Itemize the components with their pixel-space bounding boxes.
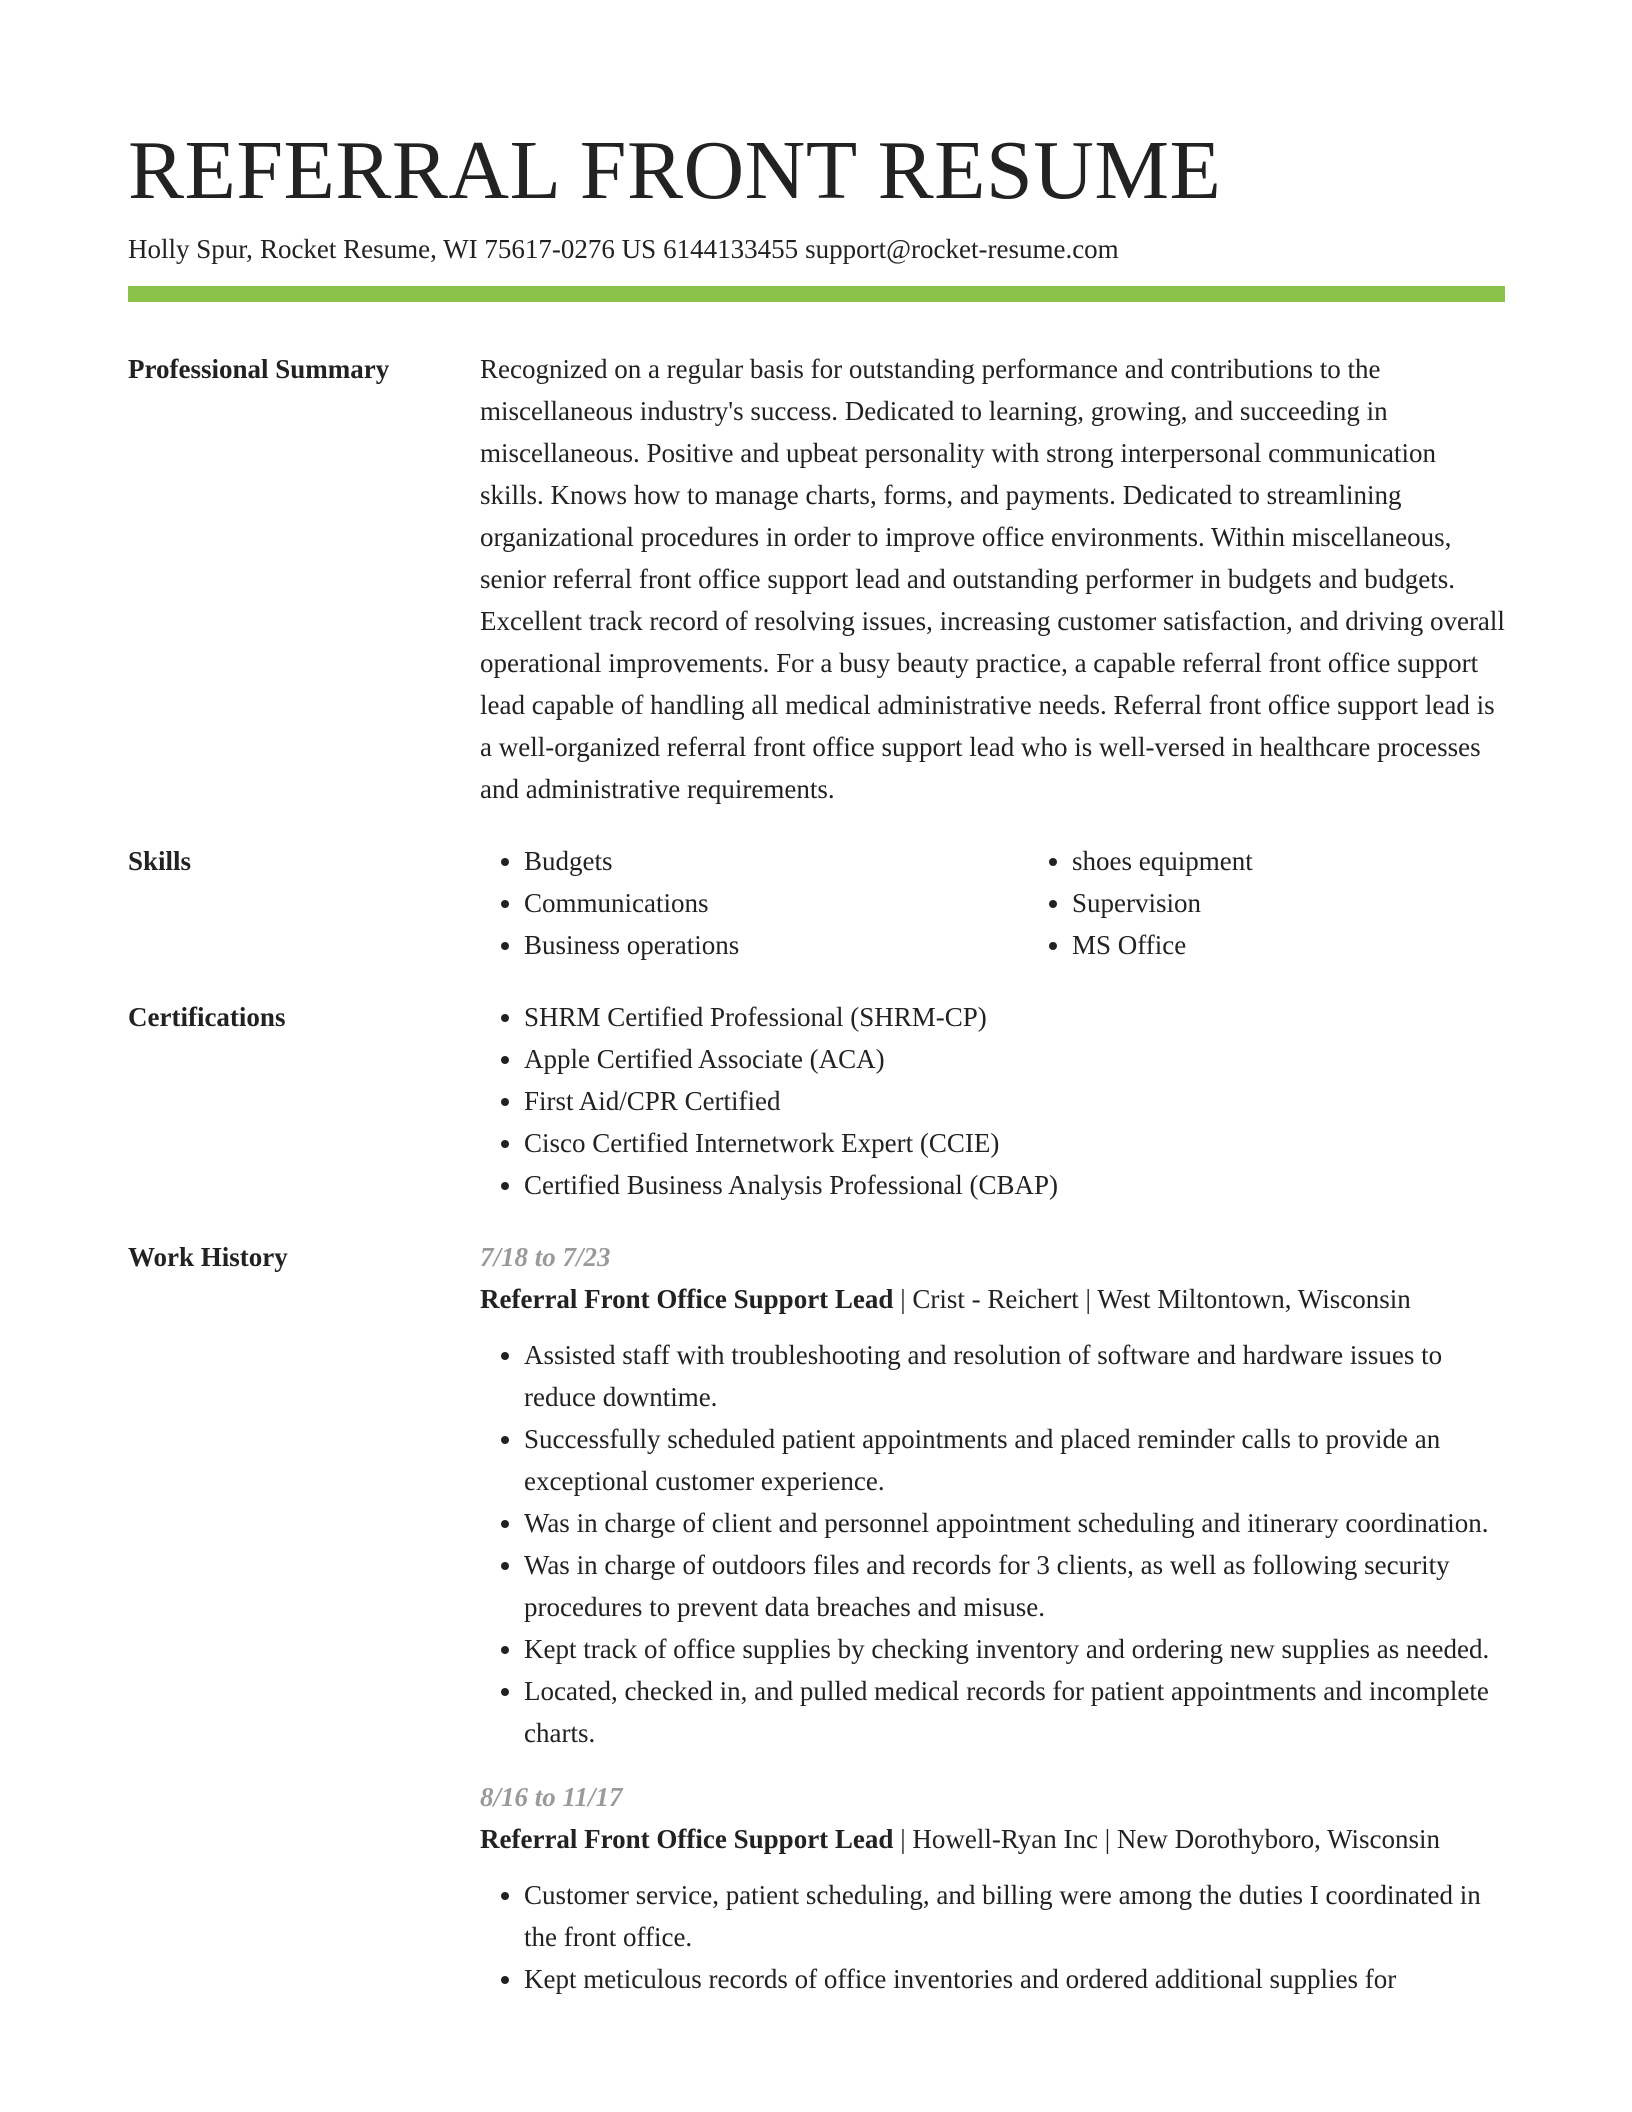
resume-sections bbox=[128, 348, 1505, 2052]
skills-list-left bbox=[480, 840, 984, 966]
contact-name: Holly Spur, bbox=[128, 234, 253, 264]
job-bullets bbox=[480, 1334, 1505, 1754]
job-title: Referral Front Office Support Lead bbox=[480, 1284, 894, 1314]
section-heading: Professional Summary bbox=[128, 354, 390, 384]
job-title-line bbox=[480, 1818, 1505, 1860]
certifications-body bbox=[480, 996, 1505, 1206]
job-bullet: • Located, checked in, and pulled medical records for patient appointments and incomplete charts. bbox=[524, 1670, 1505, 1754]
section-heading: Work History bbox=[128, 1242, 288, 1272]
skill-item: • shoes equipment bbox=[1072, 840, 1505, 882]
certifications-list bbox=[480, 996, 1505, 1206]
job-bullet: • Kept meticulous records of office inventories and ordered additional supplies for bbox=[524, 1958, 1505, 2000]
skill-item: • Business operations bbox=[524, 924, 984, 966]
skills-body bbox=[480, 840, 1505, 966]
certification-item: • SHRM Certified Professional (SHRM-CP) bbox=[524, 996, 1505, 1038]
work-history-section bbox=[128, 1236, 1505, 2022]
header-divider bbox=[128, 286, 1505, 302]
summary-text: Recognized on a regular basis for outstanding performance and contributions to the miscellaneous industry's success. Dedicated to learning, growing, and succeeding in miscellaneous. Positive and upbeat personality with strong interpersonal communication skills. Knows how to manage charts, forms, and payments. Dedicated to streamlining organizational procedures in order to improve office environments. Within miscellaneous, senior referral front office support lead and outstanding performer in budgets and budgets. Excellent track record of resolving issues, increasing customer satisfaction, and driving overall operational improvements. For a busy beauty practice, a capable referral front office support lead capable of handling all medical administrative needs. Referral front office support lead is a well-organized referral front office support lead who is well-versed in healthcare processes and administrative requirements. bbox=[480, 354, 1505, 804]
resume-title: REFERRAL FRONT RESUME bbox=[128, 124, 1222, 217]
job-dates: 7/18 to 7/23 bbox=[480, 1242, 611, 1272]
skill-item: • Communications bbox=[524, 882, 984, 924]
contact-phone: 6144133455 bbox=[663, 234, 799, 264]
job-dates: 8/16 to 11/17 bbox=[480, 1782, 623, 1812]
job-bullet: • Was in charge of client and personnel appointment scheduling and itinerary coordination. bbox=[524, 1502, 1505, 1544]
job-bullet: • Kept track of office supplies by checking inventory and ordering new supplies as needed. bbox=[524, 1628, 1505, 1670]
job-bullet: • Customer service, patient scheduling, and billing were among the duties I coordinated in the front office. bbox=[524, 1874, 1505, 1958]
section-heading: Skills bbox=[128, 846, 192, 876]
certification-item: • First Aid/CPR Certified bbox=[524, 1080, 1505, 1122]
job-bullet: • Successfully scheduled patient appointments and placed reminder calls to provide an exceptional customer experience. bbox=[524, 1418, 1505, 1502]
job-title-line bbox=[480, 1278, 1505, 1320]
contact-line bbox=[128, 232, 1119, 266]
contact-address: Rocket Resume, WI 75617-0276 US bbox=[259, 234, 657, 264]
skills-list-right bbox=[1028, 840, 1505, 966]
job-company-location: | Crist - Reichert | West Miltontown, Wisconsin bbox=[893, 1284, 1411, 1314]
certifications-section bbox=[128, 996, 1505, 1206]
skills-section bbox=[128, 840, 1505, 966]
job-bullet: • Assisted staff with troubleshooting and resolution of software and hardware issues to reduce downtime. bbox=[524, 1334, 1505, 1418]
certification-item: • Cisco Certified Internetwork Expert (CCIE) bbox=[524, 1122, 1505, 1164]
job-title: Referral Front Office Support Lead bbox=[480, 1824, 894, 1854]
work-history-body bbox=[480, 1236, 1505, 2022]
certification-item: • Certified Business Analysis Professional (CBAP) bbox=[524, 1164, 1505, 1206]
contact-email[interactable]: support@rocket-resume.com bbox=[805, 234, 1119, 264]
job-company-location: | Howell-Ryan Inc | New Dorothyboro, Wisconsin bbox=[893, 1824, 1440, 1854]
job-bullet: • Was in charge of outdoors files and records for 3 clients, as well as following security procedures to prevent data breaches and misuse. bbox=[524, 1544, 1505, 1628]
certification-item: • Apple Certified Associate (ACA) bbox=[524, 1038, 1505, 1080]
summary-section bbox=[128, 348, 1505, 810]
section-heading: Certifications bbox=[128, 1002, 286, 1032]
summary-body bbox=[480, 348, 1505, 810]
job-entry bbox=[480, 1236, 1505, 1754]
skill-item: • Budgets bbox=[524, 840, 984, 882]
job-bullets bbox=[480, 1874, 1505, 2000]
job-entry bbox=[480, 1776, 1505, 2000]
skill-item: • MS Office bbox=[1072, 924, 1505, 966]
skill-item: • Supervision bbox=[1072, 882, 1505, 924]
